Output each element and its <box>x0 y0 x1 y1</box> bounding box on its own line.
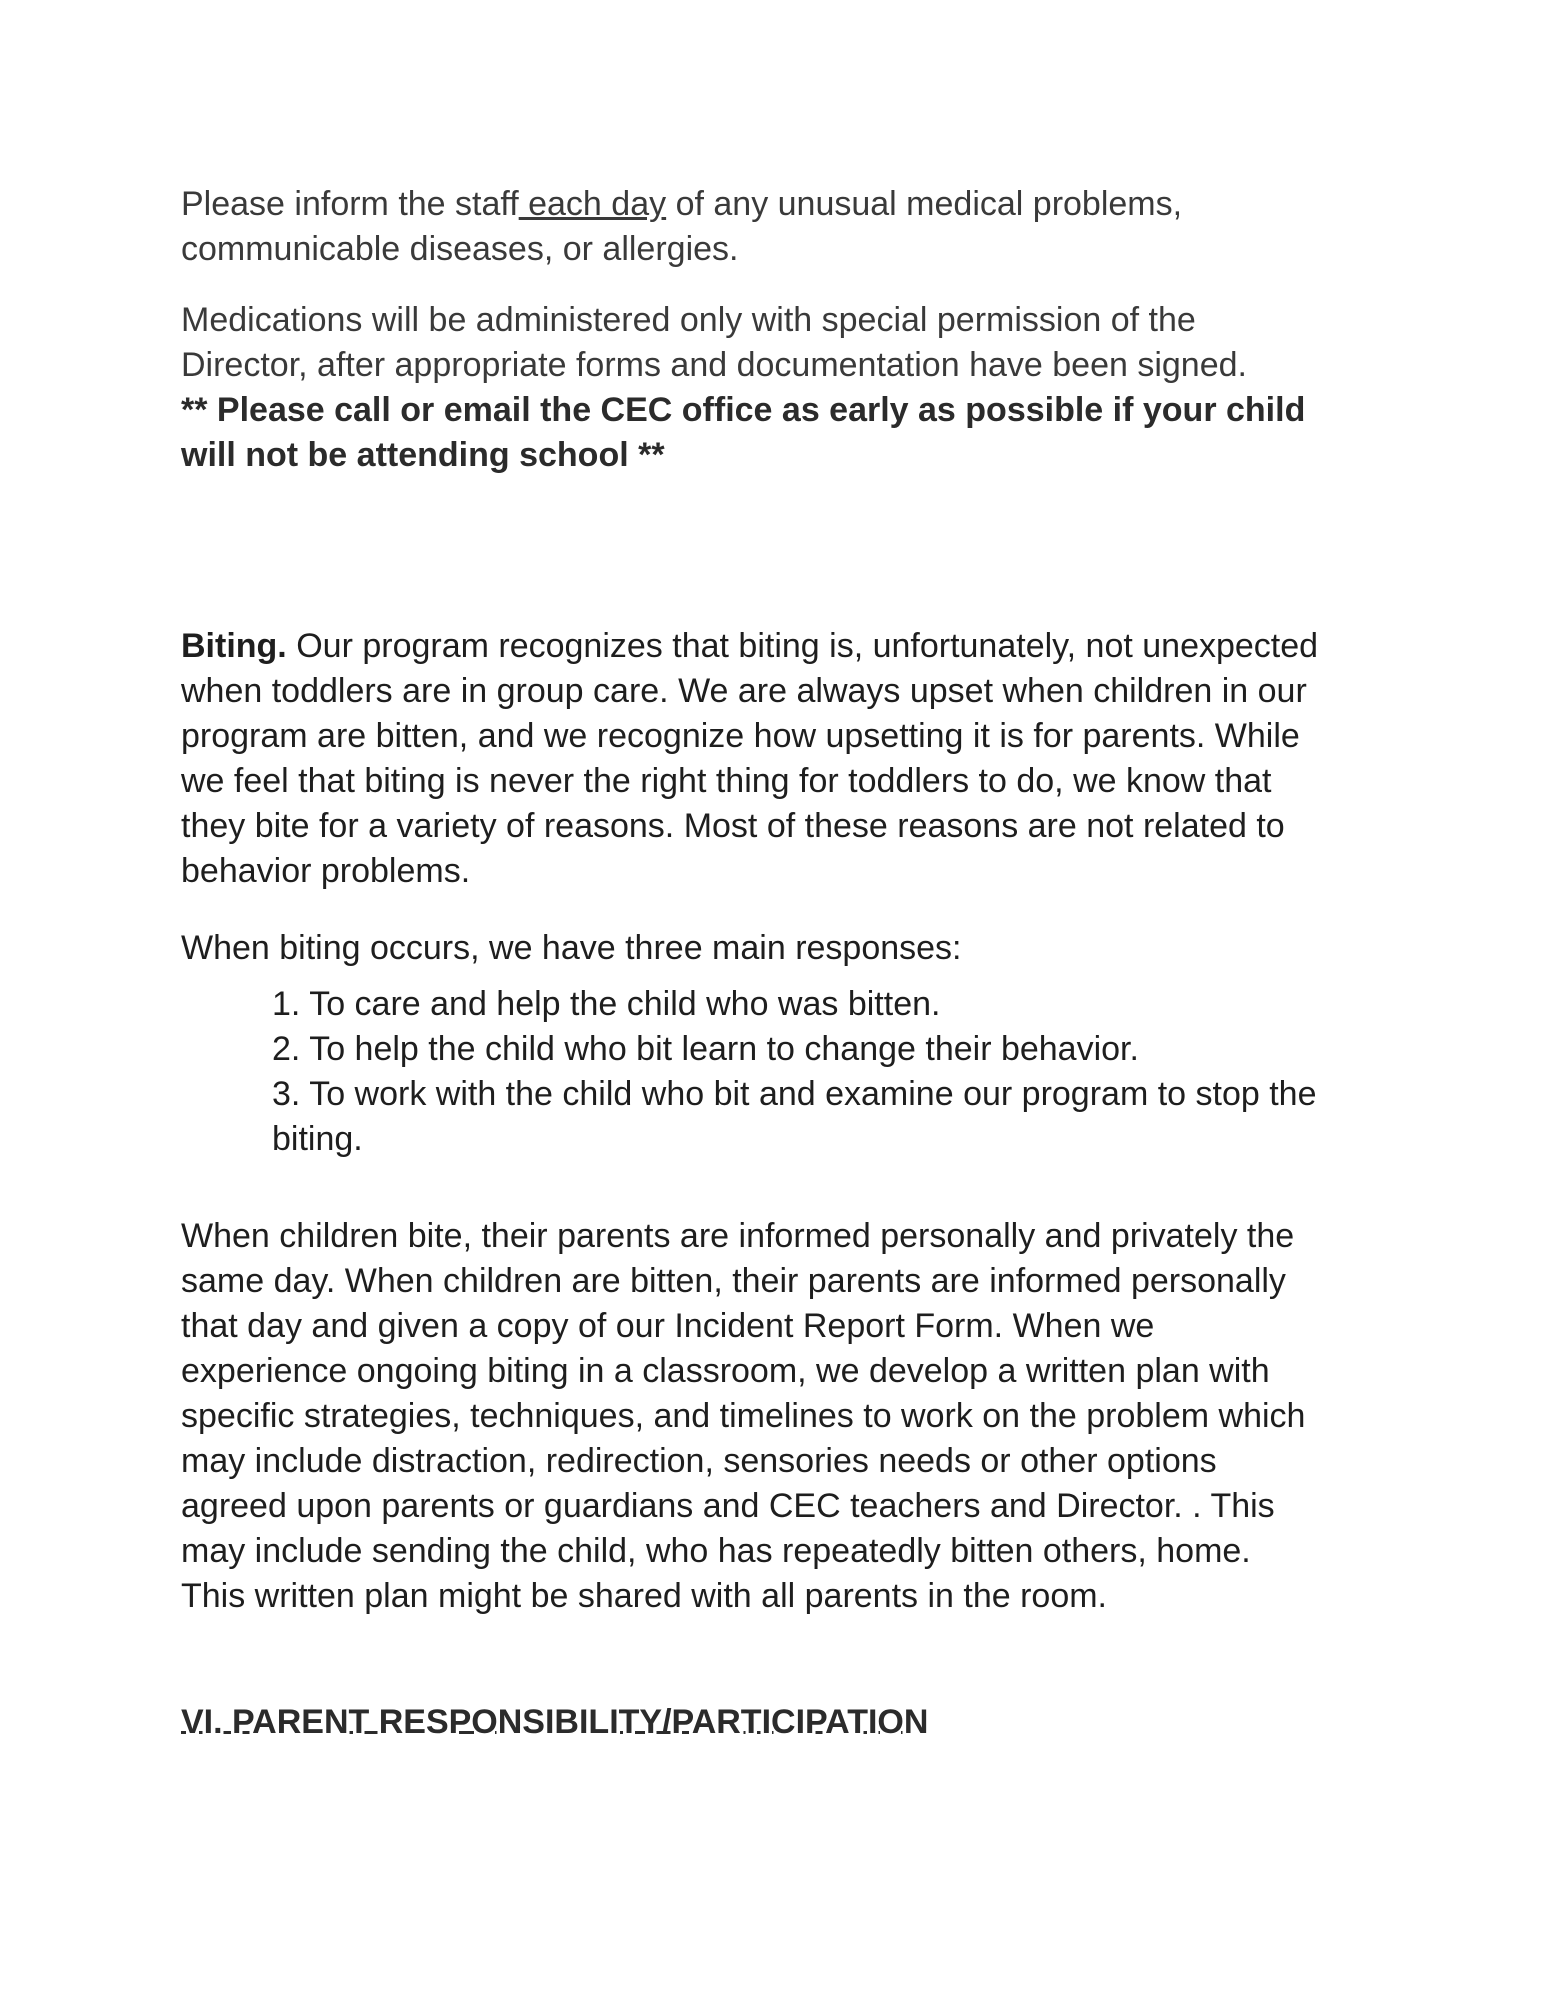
list-item: 2. To help the child who bit learn to change their behavior. <box>272 1030 1139 1068</box>
policy-line: same day. When children are bitten, their parents are informed personally <box>181 1262 1286 1300</box>
policy-line: that day and given a copy of our Incident Report Form. When we <box>181 1307 1155 1345</box>
biting-line-3: program are bitten, and we recognize how upsetting it is for parents. While <box>181 717 1300 755</box>
policy-line: may include distraction, redirection, sensories needs or other options <box>181 1442 1217 1480</box>
medications-line-1: Medications will be administered only with special permission of the <box>181 301 1196 339</box>
medications-line-2: Director, after appropriate forms and documentation have been signed. <box>181 346 1247 384</box>
policy-line: agreed upon parents or guardians and CEC teachers and Director. . This <box>181 1487 1275 1525</box>
list-item: 1. To care and help the child who was bitten. <box>272 985 941 1023</box>
biting-line-2: when toddlers are in group care. We are always upset when children in our <box>181 672 1307 710</box>
medical-notice-paragraph <box>181 182 1361 272</box>
policy-line: specific strategies, techniques, and timelines to work on the problem which <box>181 1397 1306 1435</box>
medical-line-1-start: Please inform the staff <box>181 185 519 223</box>
list-item-continuation: biting. <box>272 1120 363 1158</box>
policy-line: When children bite, their parents are informed personally and privately the <box>181 1217 1295 1255</box>
absence-notice-line-1: ** Please call or email the CEC office as early as possible if your child <box>181 391 1306 429</box>
biting-heading: Biting. <box>181 627 287 665</box>
medications-paragraph <box>181 298 1361 478</box>
responses-list <box>272 982 1372 1162</box>
responses-intro <box>181 926 1361 971</box>
biting-line-1-text: Our program recognizes that biting is, unfortunately, not unexpected <box>286 627 1319 665</box>
each-day-emphasis: each day <box>518 185 667 223</box>
biting-paragraph <box>181 624 1361 894</box>
biting-line-1 <box>181 624 1361 669</box>
section-heading-text: VI. PARENT RESPONSIBILITY/PARTICIPATION <box>181 1703 929 1741</box>
biting-line-5: they bite for a variety of reasons. Most of these reasons are not related to <box>181 807 1285 845</box>
biting-policy-paragraph <box>181 1214 1361 1619</box>
policy-line: experience ongoing biting in a classroom, we develop a written plan with <box>181 1352 1270 1390</box>
list-item: 3. To work with the child who bit and examine our program to stop the <box>272 1075 1317 1113</box>
medical-line-1-end: of any unusual medical problems, <box>666 185 1183 223</box>
policy-line: may include sending the child, who has repeatedly bitten others, home. <box>181 1532 1251 1570</box>
biting-line-6: behavior problems. <box>181 852 471 890</box>
medical-line-2: communicable diseases, or allergies. <box>181 230 739 268</box>
absence-notice-line-2: will not be attending school ** <box>181 436 665 474</box>
medical-line-1 <box>181 182 1361 227</box>
biting-line-4: we feel that biting is never the right thing for toddlers to do, we know that <box>181 762 1272 800</box>
responses-intro-text: When biting occurs, we have three main responses: <box>181 929 962 967</box>
policy-line: This written plan might be shared with all parents in the room. <box>181 1577 1108 1615</box>
section-heading <box>181 1700 1361 1745</box>
